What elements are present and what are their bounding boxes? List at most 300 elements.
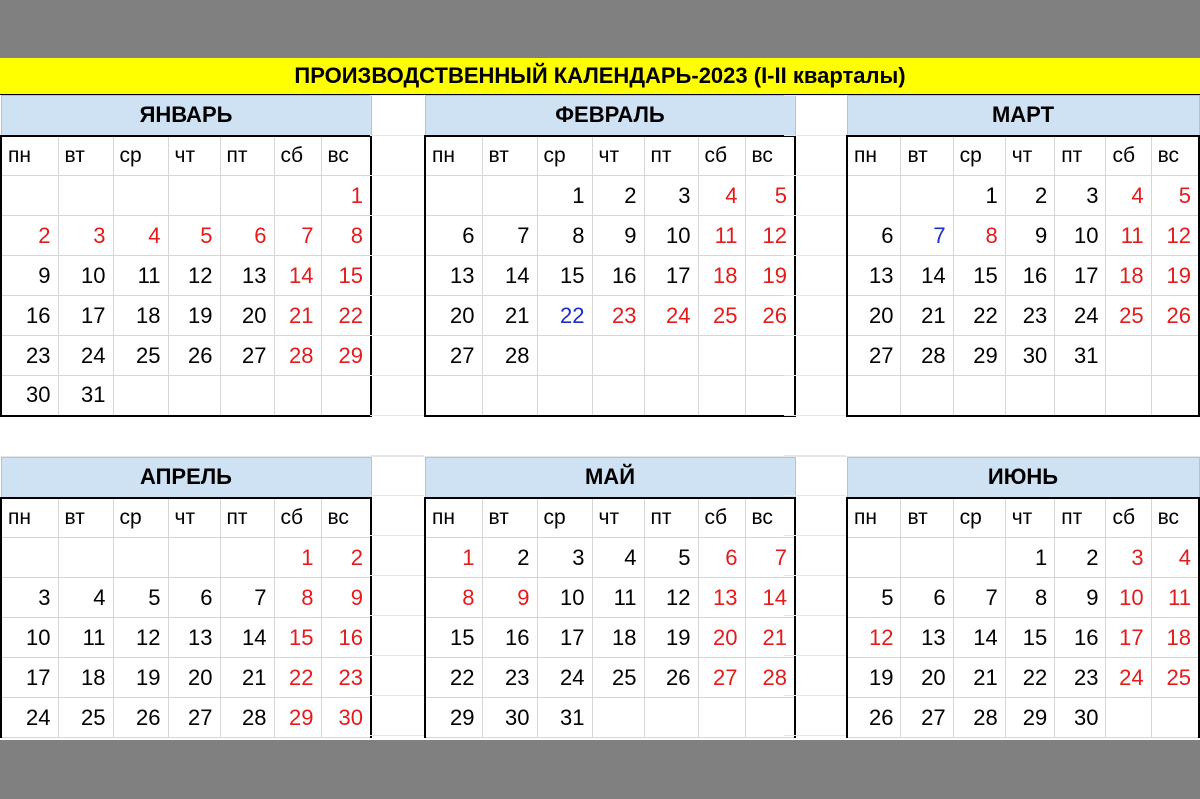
day-cell: 23 (1005, 296, 1055, 336)
day-cell: 22 (1005, 658, 1055, 698)
empty-cell (274, 176, 321, 216)
calendar-sheet (0, 58, 1200, 740)
day-cell: 4 (1151, 538, 1199, 578)
day-cell: 22 (537, 296, 592, 336)
day-cell: 30 (1005, 336, 1055, 376)
day-cell: 10 (1106, 578, 1151, 618)
weekday-label: чт (1005, 498, 1055, 538)
day-cell: 25 (1106, 296, 1151, 336)
month-name: МАРТ (847, 96, 1199, 136)
weekday-label: чт (592, 136, 644, 176)
day-cell: 17 (644, 256, 698, 296)
day-cell: 15 (321, 256, 371, 296)
day-cell: 20 (901, 658, 953, 698)
day-cell: 12 (847, 618, 901, 658)
empty-cell (425, 176, 482, 216)
empty-cell (901, 376, 953, 416)
day-cell: 11 (592, 578, 644, 618)
empty-cell (1005, 376, 1055, 416)
day-cell: 19 (113, 658, 168, 698)
day-cell: 16 (321, 618, 371, 658)
weekday-label: вс (321, 498, 371, 538)
day-cell: 9 (482, 578, 537, 618)
day-cell: 24 (537, 658, 592, 698)
weekday-label: пт (644, 136, 698, 176)
empty-cell (1106, 336, 1151, 376)
month-name: АПРЕЛЬ (1, 458, 371, 498)
empty-cell (274, 376, 321, 416)
day-cell: 21 (745, 618, 795, 658)
empty-cell (745, 376, 795, 416)
day-cell: 6 (220, 216, 274, 256)
sheet-gridline (784, 295, 846, 296)
sheet-gridline (370, 535, 424, 536)
day-cell: 7 (482, 216, 537, 256)
sheet-gridline (370, 695, 424, 696)
empty-cell (321, 376, 371, 416)
day-cell: 4 (1106, 176, 1151, 216)
empty-cell (1, 176, 58, 216)
empty-cell (847, 176, 901, 216)
sheet-gridline (370, 295, 424, 296)
day-cell: 26 (113, 698, 168, 738)
month-table (0, 95, 372, 417)
day-cell: 21 (953, 658, 1005, 698)
day-cell: 11 (698, 216, 745, 256)
day-cell: 25 (58, 698, 113, 738)
day-cell: 28 (482, 336, 537, 376)
day-cell: 9 (1055, 578, 1106, 618)
weekday-label: вт (482, 136, 537, 176)
empty-cell (698, 336, 745, 376)
sheet-gridline (784, 735, 846, 736)
day-cell: 9 (592, 216, 644, 256)
day-cell: 14 (953, 618, 1005, 658)
day-cell: 8 (274, 578, 321, 618)
weekday-label: пн (425, 498, 482, 538)
sheet-gridline (784, 215, 846, 216)
sheet-gridline (784, 255, 846, 256)
weekday-label: вс (1151, 498, 1199, 538)
day-cell: 11 (58, 618, 113, 658)
day-cell: 28 (901, 336, 953, 376)
day-cell: 18 (592, 618, 644, 658)
sheet-gridline (370, 175, 424, 176)
empty-cell (537, 376, 592, 416)
day-cell: 3 (1, 578, 58, 618)
day-cell: 27 (847, 336, 901, 376)
day-cell: 20 (220, 296, 274, 336)
sheet-gridline (784, 415, 846, 416)
day-cell: 23 (592, 296, 644, 336)
day-cell: 19 (1151, 256, 1199, 296)
weekday-label: ср (113, 498, 168, 538)
empty-cell (644, 336, 698, 376)
empty-cell (168, 376, 220, 416)
sheet-gridline (784, 175, 846, 176)
day-cell: 12 (113, 618, 168, 658)
empty-cell (113, 376, 168, 416)
empty-cell (425, 376, 482, 416)
day-cell: 28 (745, 658, 795, 698)
day-cell: 10 (644, 216, 698, 256)
day-cell: 17 (1106, 618, 1151, 658)
day-cell: 21 (220, 658, 274, 698)
day-cell: 14 (482, 256, 537, 296)
weekday-label: вт (901, 498, 953, 538)
day-cell: 2 (1005, 176, 1055, 216)
day-cell: 24 (1055, 296, 1106, 336)
empty-cell (58, 538, 113, 578)
day-cell: 13 (168, 618, 220, 658)
day-cell: 20 (698, 618, 745, 658)
weekday-label: вт (901, 136, 953, 176)
day-cell: 26 (745, 296, 795, 336)
empty-cell (1106, 376, 1151, 416)
sheet-gridline (370, 255, 424, 256)
empty-cell (168, 176, 220, 216)
day-cell: 24 (1, 698, 58, 738)
day-cell: 31 (537, 698, 592, 738)
day-cell: 15 (537, 256, 592, 296)
day-cell: 17 (1, 658, 58, 698)
day-cell: 18 (113, 296, 168, 336)
day-cell: 14 (274, 256, 321, 296)
sheet-gridline (370, 495, 424, 496)
day-cell: 10 (1055, 216, 1106, 256)
weekday-label: вт (58, 498, 113, 538)
sheet-gridline (784, 575, 846, 576)
day-cell: 23 (321, 658, 371, 698)
empty-cell (745, 698, 795, 738)
day-cell: 18 (1151, 618, 1199, 658)
empty-cell (220, 538, 274, 578)
weekday-label: вс (745, 136, 795, 176)
day-cell: 1 (537, 176, 592, 216)
day-cell: 27 (698, 658, 745, 698)
empty-cell (113, 538, 168, 578)
weekday-label: сб (1106, 498, 1151, 538)
day-cell: 8 (537, 216, 592, 256)
day-cell: 6 (698, 538, 745, 578)
day-cell: 24 (58, 336, 113, 376)
weekday-label: ср (537, 136, 592, 176)
day-cell: 5 (168, 216, 220, 256)
weekday-label: ср (113, 136, 168, 176)
day-cell: 30 (321, 698, 371, 738)
day-cell: 9 (321, 578, 371, 618)
day-cell: 28 (953, 698, 1005, 738)
day-cell: 9 (1005, 216, 1055, 256)
day-cell: 23 (1055, 658, 1106, 698)
day-cell: 5 (113, 578, 168, 618)
day-cell: 28 (220, 698, 274, 738)
day-cell: 27 (425, 336, 482, 376)
weekday-label: ср (537, 498, 592, 538)
day-cell: 13 (698, 578, 745, 618)
month-name: МАЙ (425, 458, 795, 498)
sheet-gridline (784, 655, 846, 656)
empty-cell (58, 176, 113, 216)
day-cell: 22 (953, 296, 1005, 336)
day-cell: 1 (321, 176, 371, 216)
day-cell: 2 (482, 538, 537, 578)
month-name: ФЕВРАЛЬ (425, 96, 795, 136)
day-cell: 17 (1055, 256, 1106, 296)
day-cell: 3 (58, 216, 113, 256)
day-cell: 14 (745, 578, 795, 618)
day-cell: 14 (220, 618, 274, 658)
day-cell: 16 (1005, 256, 1055, 296)
sheet-gridline (784, 535, 846, 536)
day-cell: 11 (1151, 578, 1199, 618)
day-cell: 4 (698, 176, 745, 216)
day-cell: 11 (1106, 216, 1151, 256)
day-cell: 29 (1005, 698, 1055, 738)
day-cell: 19 (168, 296, 220, 336)
weekday-label: ср (953, 498, 1005, 538)
day-cell: 24 (1106, 658, 1151, 698)
sheet-gridline (370, 375, 424, 376)
day-cell: 29 (425, 698, 482, 738)
day-cell: 8 (425, 578, 482, 618)
day-cell: 15 (425, 618, 482, 658)
sheet-gridline (370, 655, 424, 656)
day-cell: 1 (274, 538, 321, 578)
day-cell: 30 (1, 376, 58, 416)
day-cell: 26 (847, 698, 901, 738)
empty-cell (482, 176, 537, 216)
weekday-label: вт (482, 498, 537, 538)
day-cell: 25 (113, 336, 168, 376)
day-cell: 19 (745, 256, 795, 296)
empty-cell (537, 336, 592, 376)
day-cell: 27 (168, 698, 220, 738)
day-cell: 8 (953, 216, 1005, 256)
sheet-gridline (784, 375, 846, 376)
day-cell: 11 (113, 256, 168, 296)
month-table (0, 457, 372, 738)
empty-cell (1, 538, 58, 578)
day-cell: 4 (58, 578, 113, 618)
day-cell: 12 (745, 216, 795, 256)
day-cell: 10 (1, 618, 58, 658)
weekday-label: пн (847, 498, 901, 538)
weekday-label: чт (592, 498, 644, 538)
day-cell: 25 (1151, 658, 1199, 698)
day-cell: 19 (847, 658, 901, 698)
empty-cell (901, 538, 953, 578)
empty-cell (1151, 336, 1199, 376)
day-cell: 20 (168, 658, 220, 698)
day-cell: 5 (745, 176, 795, 216)
empty-cell (901, 176, 953, 216)
calendar-title: ПРОИЗВОДСТВЕННЫЙ КАЛЕНДАРЬ-2023 (I-II кварталы) (0, 58, 1200, 95)
day-cell: 27 (220, 336, 274, 376)
day-cell: 31 (1055, 336, 1106, 376)
empty-cell (953, 538, 1005, 578)
day-cell: 13 (847, 256, 901, 296)
day-cell: 19 (644, 618, 698, 658)
day-cell: 6 (168, 578, 220, 618)
empty-cell (1151, 376, 1199, 416)
sheet-gridline (0, 456, 1200, 457)
day-cell: 1 (1005, 538, 1055, 578)
day-cell: 12 (168, 256, 220, 296)
empty-cell (1106, 698, 1151, 738)
weekday-label: пн (1, 498, 58, 538)
day-cell: 22 (425, 658, 482, 698)
weekday-label: сб (698, 498, 745, 538)
sheet-gridline (784, 695, 846, 696)
empty-cell (1151, 698, 1199, 738)
sheet-gridline (370, 95, 424, 96)
day-cell: 7 (220, 578, 274, 618)
day-cell: 2 (1, 216, 58, 256)
day-cell: 1 (953, 176, 1005, 216)
day-cell: 27 (901, 698, 953, 738)
weekday-label: пт (220, 498, 274, 538)
day-cell: 22 (274, 658, 321, 698)
day-cell: 8 (1005, 578, 1055, 618)
day-cell: 16 (592, 256, 644, 296)
day-cell: 28 (274, 336, 321, 376)
month-table (846, 457, 1200, 738)
day-cell: 9 (1, 256, 58, 296)
day-cell: 14 (901, 256, 953, 296)
weekday-label: пт (644, 498, 698, 538)
day-cell: 17 (58, 296, 113, 336)
day-cell: 3 (644, 176, 698, 216)
month-name: ЯНВАРЬ (1, 96, 371, 136)
day-cell: 1 (425, 538, 482, 578)
empty-cell (168, 538, 220, 578)
day-cell: 12 (1151, 216, 1199, 256)
day-cell: 29 (321, 336, 371, 376)
day-cell: 29 (274, 698, 321, 738)
weekday-label: чт (168, 136, 220, 176)
weekday-label: ср (953, 136, 1005, 176)
day-cell: 20 (847, 296, 901, 336)
sheet-gridline (784, 335, 846, 336)
day-cell: 16 (1055, 618, 1106, 658)
day-cell: 16 (1, 296, 58, 336)
day-cell: 4 (592, 538, 644, 578)
day-cell: 7 (274, 216, 321, 256)
day-cell: 15 (953, 256, 1005, 296)
weekday-label: пн (425, 136, 482, 176)
day-cell: 21 (482, 296, 537, 336)
day-cell: 8 (321, 216, 371, 256)
day-cell: 26 (1151, 296, 1199, 336)
empty-cell (592, 698, 644, 738)
empty-cell (482, 376, 537, 416)
weekday-label: пт (220, 136, 274, 176)
day-cell: 7 (745, 538, 795, 578)
day-cell: 25 (592, 658, 644, 698)
sheet-gridline (784, 615, 846, 616)
day-cell: 5 (1151, 176, 1199, 216)
day-cell: 12 (644, 578, 698, 618)
weekday-label: чт (1005, 136, 1055, 176)
weekday-label: пн (847, 136, 901, 176)
day-cell: 13 (425, 256, 482, 296)
sheet-gridline (784, 95, 846, 96)
empty-cell (644, 698, 698, 738)
day-cell: 13 (901, 618, 953, 658)
day-cell: 22 (321, 296, 371, 336)
day-cell: 24 (644, 296, 698, 336)
day-cell: 30 (1055, 698, 1106, 738)
day-cell: 25 (698, 296, 745, 336)
day-cell: 23 (1, 336, 58, 376)
day-cell: 29 (953, 336, 1005, 376)
day-cell: 10 (537, 578, 592, 618)
sheet-gridline (370, 735, 424, 736)
month-table (424, 457, 796, 738)
month-table (846, 95, 1200, 417)
empty-cell (953, 376, 1005, 416)
day-cell: 26 (644, 658, 698, 698)
day-cell: 23 (482, 658, 537, 698)
day-cell: 13 (220, 256, 274, 296)
empty-cell (220, 376, 274, 416)
day-cell: 6 (425, 216, 482, 256)
day-cell: 21 (274, 296, 321, 336)
empty-cell (698, 376, 745, 416)
day-cell: 30 (482, 698, 537, 738)
day-cell: 2 (1055, 538, 1106, 578)
empty-cell (592, 336, 644, 376)
empty-cell (698, 698, 745, 738)
day-cell: 6 (847, 216, 901, 256)
weekday-label: пт (1055, 498, 1106, 538)
day-cell: 5 (644, 538, 698, 578)
empty-cell (644, 376, 698, 416)
day-cell: 18 (1106, 256, 1151, 296)
day-cell: 15 (1005, 618, 1055, 658)
day-cell: 26 (168, 336, 220, 376)
month-name: ИЮНЬ (847, 458, 1199, 498)
day-cell: 6 (901, 578, 953, 618)
empty-cell (220, 176, 274, 216)
day-cell: 5 (847, 578, 901, 618)
day-cell: 3 (1055, 176, 1106, 216)
weekday-label: сб (274, 498, 321, 538)
sheet-gridline (370, 335, 424, 336)
empty-cell (113, 176, 168, 216)
day-cell: 18 (58, 658, 113, 698)
day-cell: 31 (58, 376, 113, 416)
weekday-label: вс (321, 136, 371, 176)
day-cell: 7 (953, 578, 1005, 618)
day-cell: 3 (537, 538, 592, 578)
empty-cell (1055, 376, 1106, 416)
sheet-gridline (370, 575, 424, 576)
sheet-gridline (784, 495, 846, 496)
day-cell: 2 (592, 176, 644, 216)
weekday-label: сб (1106, 136, 1151, 176)
sheet-gridline (370, 415, 424, 416)
day-cell: 10 (58, 256, 113, 296)
month-table (424, 95, 796, 417)
weekday-label: пн (1, 136, 58, 176)
weekday-label: чт (168, 498, 220, 538)
day-cell: 17 (537, 618, 592, 658)
empty-cell (745, 336, 795, 376)
weekday-label: вт (58, 136, 113, 176)
day-cell: 7 (901, 216, 953, 256)
